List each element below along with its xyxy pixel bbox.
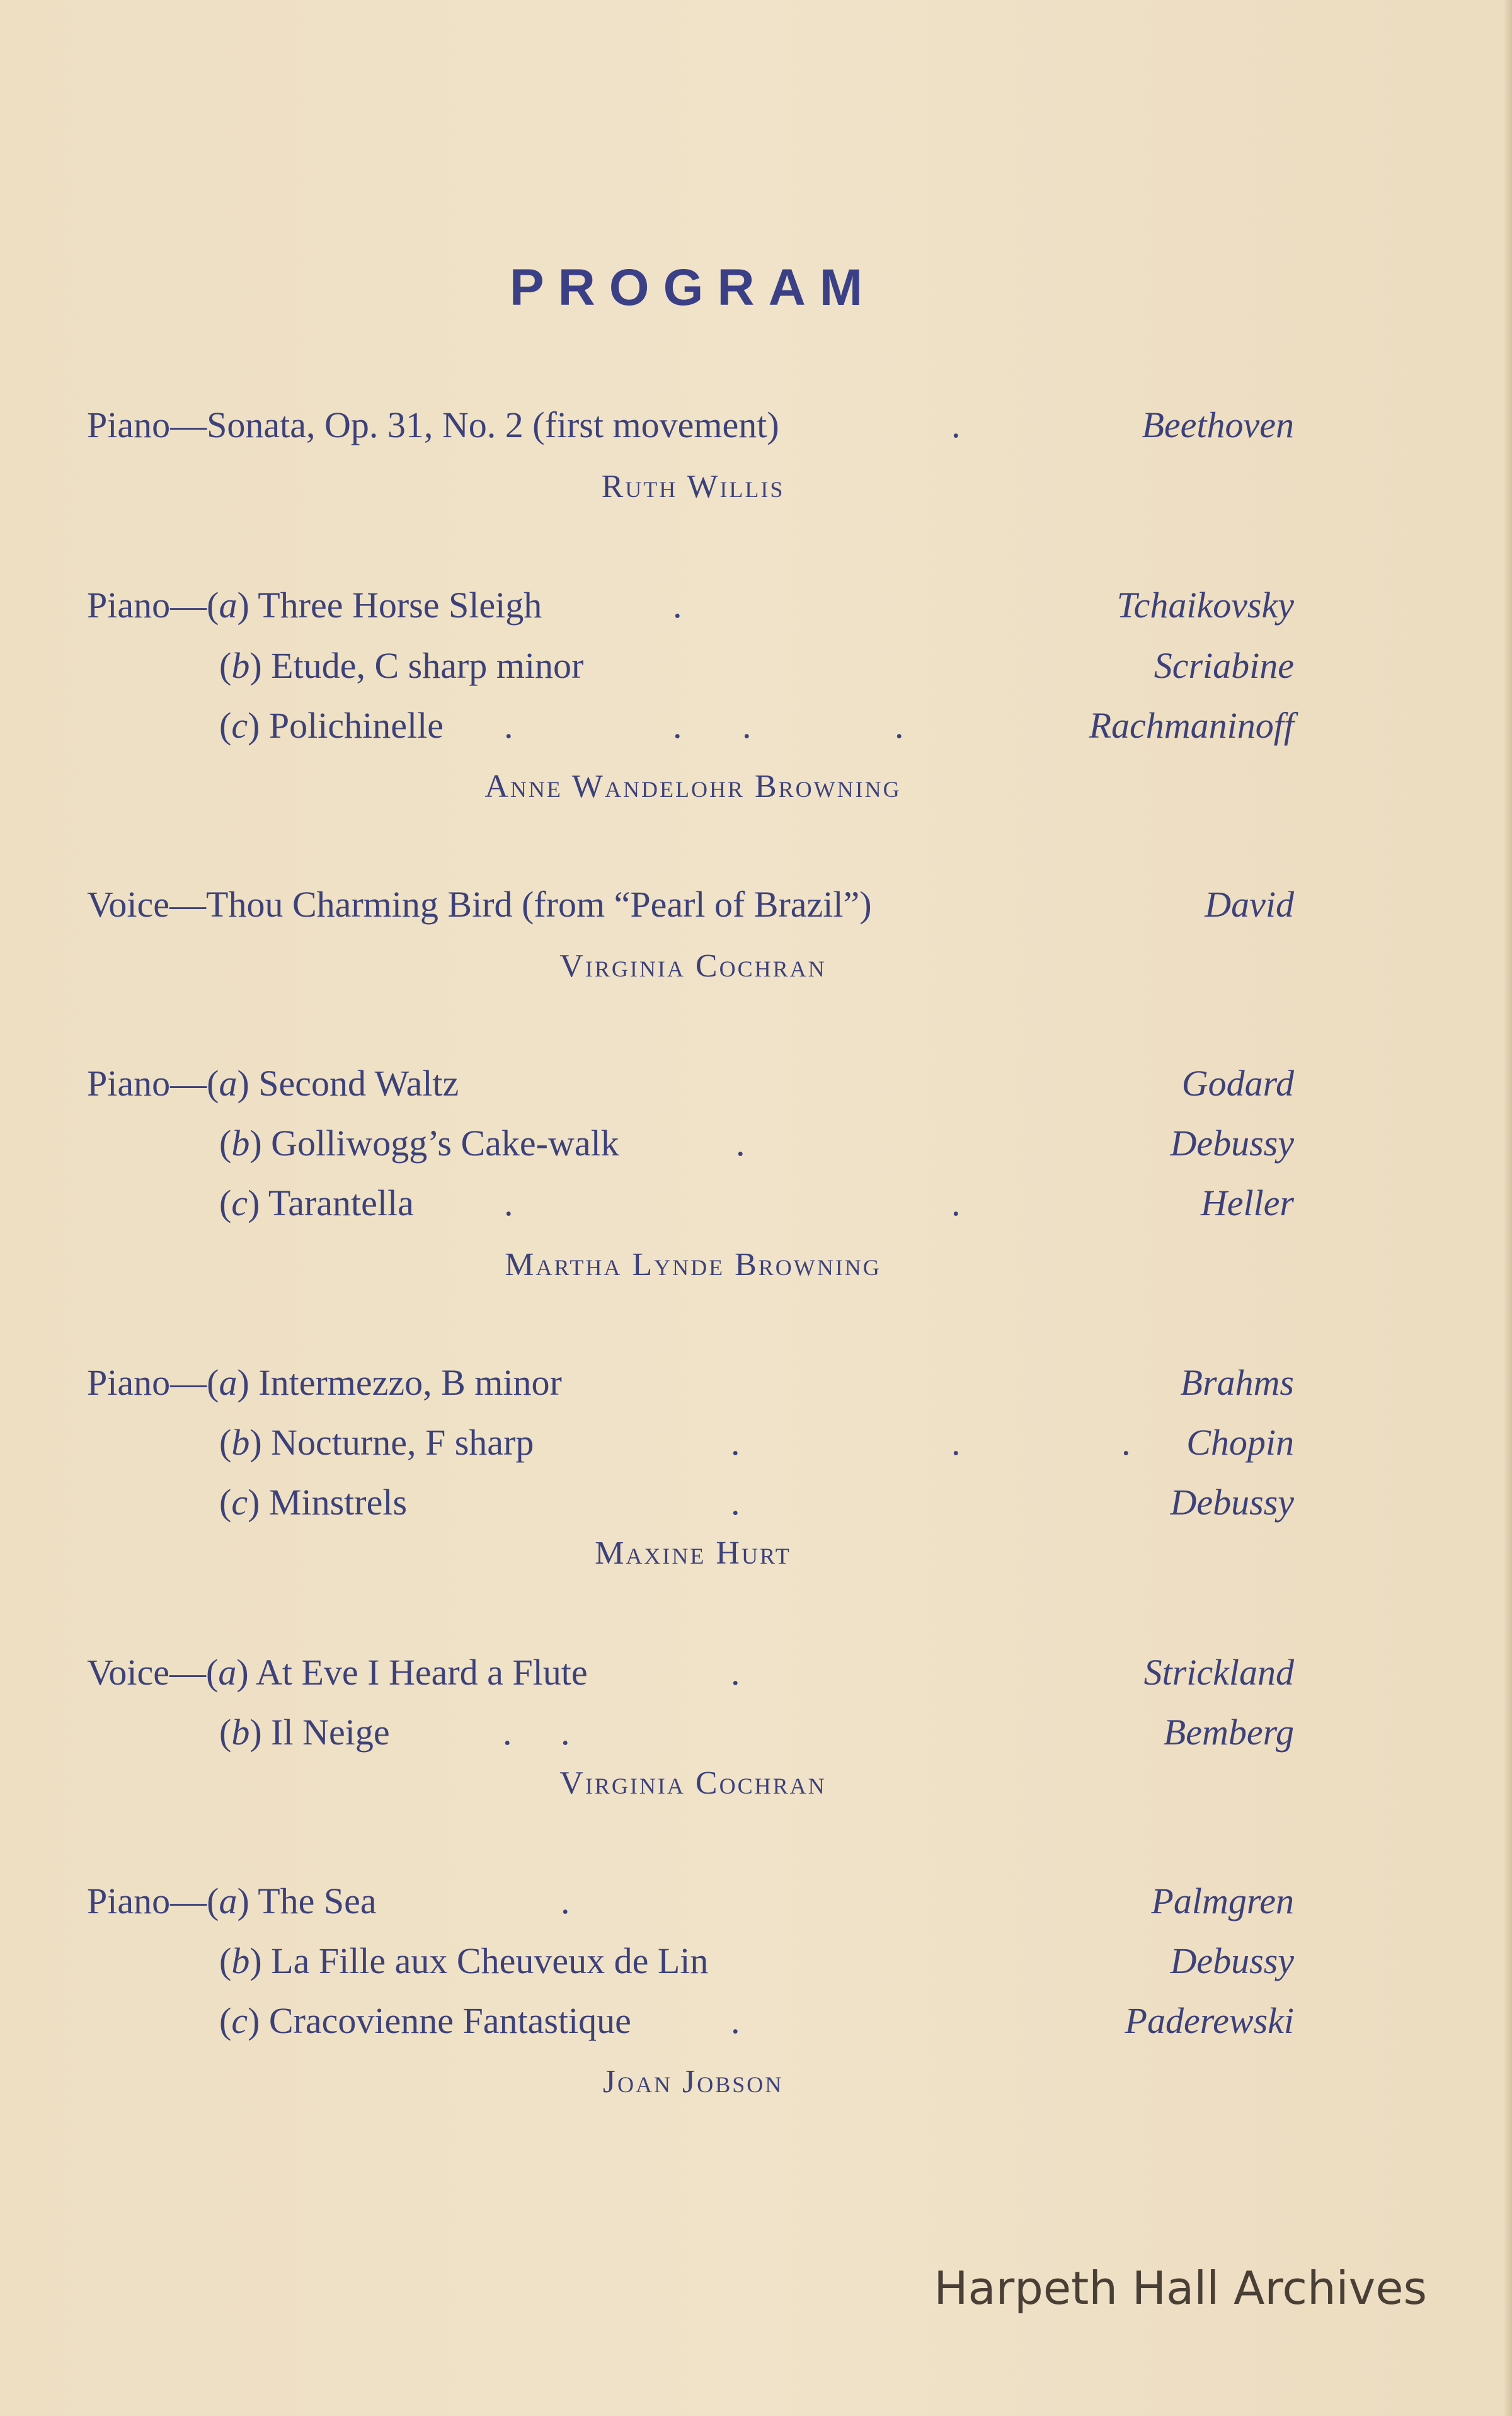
item-5-a-line: Piano—(a) Intermezzo, B minor (87, 1362, 562, 1403)
item-2-performer: Anne Wandelohr Browning (484, 769, 902, 804)
item-4-lead: Piano— (87, 1063, 207, 1104)
item-2-b-composer: Scriabine (1154, 645, 1294, 686)
item-4-performer: Martha Lynde Browning (505, 1247, 881, 1283)
marker-b: b (231, 1940, 250, 1981)
item-2-b-line: (b) Etude, C sharp minor (219, 645, 584, 686)
leader-dot: . (731, 1482, 740, 1523)
item-4-c-composer: Heller (1200, 1182, 1294, 1223)
marker-c: c (231, 1482, 248, 1523)
item-2-c-composer: Rachmaninoff (1089, 705, 1294, 746)
leader-dot: . (561, 1881, 570, 1921)
marker-a: a (219, 585, 238, 626)
item-4-a-title: Second Waltz (258, 1063, 459, 1104)
item-7-c-composer: Paderewski (1125, 2000, 1294, 2041)
program-title: PROGRAM (509, 259, 877, 316)
leader-dot: . (731, 2000, 740, 2041)
page-edge-shadow (1503, 0, 1512, 2416)
leader-dot: . (673, 585, 682, 626)
marker-b: b (231, 645, 250, 686)
item-2-c-line: (c) Polichinelle (219, 705, 444, 746)
item-7-b-composer: Debussy (1170, 1940, 1294, 1981)
leader-dot: . (504, 705, 513, 746)
item-2-a-title: Three Horse Sleigh (258, 585, 542, 626)
marker-a: a (219, 1063, 238, 1104)
leader-dot: . (731, 1422, 740, 1463)
leader-dot: . (951, 404, 961, 445)
item-3-composer: David (1205, 884, 1294, 925)
item-4-c-line: (c) Tarantella (219, 1182, 414, 1223)
leader-dot: . (673, 705, 682, 746)
leader-dot: . (504, 1182, 513, 1223)
item-7-b-title: La Fille aux Cheuveux de Lin (271, 1940, 709, 1981)
marker-c: c (231, 2000, 248, 2041)
item-6-b-composer: Bemberg (1163, 1712, 1294, 1753)
item-4-b-line: (b) Golliwogg’s Cake-walk (219, 1123, 619, 1164)
leader-dot: . (503, 1712, 512, 1753)
item-5-b-title: Nocturne, F sharp (271, 1422, 534, 1463)
item-6-a-title: At Eve I Heard a Flute (255, 1652, 588, 1693)
item-4-a-composer: Godard (1181, 1063, 1294, 1104)
item-1-composer: Beethoven (1142, 404, 1294, 445)
item-5-c-composer: Debussy (1170, 1482, 1294, 1523)
marker-b: b (231, 1422, 250, 1463)
marker-b: b (231, 1712, 250, 1753)
marker-c: c (231, 705, 248, 746)
item-6-b-line: (b) Il Neige (219, 1712, 390, 1753)
item-4-a-line: Piano—(a) Second Waltz (87, 1063, 459, 1104)
item-5-b-composer: Chopin (1186, 1422, 1294, 1463)
item-1-performer: Ruth Willis (601, 469, 785, 505)
item-6-b-title: Il Neige (271, 1712, 390, 1753)
item-5-performer: Maxine Hurt (595, 1535, 791, 1571)
item-6-performer: Virginia Cochran (559, 1765, 827, 1801)
item-4-c-title: Tarantella (268, 1182, 414, 1223)
marker-a: a (218, 1652, 237, 1693)
item-2-a-composer: Tchaikovsky (1116, 585, 1294, 626)
archives-watermark: Harpeth Hall Archives (934, 2262, 1427, 2315)
leader-dot: . (736, 1123, 745, 1164)
item-5-c-title: Minstrels (268, 1482, 408, 1523)
marker-b: b (231, 1123, 250, 1164)
leader-dot: . (561, 1712, 570, 1753)
item-6-a-composer: Strickland (1143, 1652, 1294, 1693)
leader-dot: . (742, 705, 752, 746)
item-5-c-line: (c) Minstrels (219, 1482, 408, 1523)
item-5-a-title: Intermezzo, B minor (258, 1362, 562, 1403)
item-7-c-title: Cracovienne Fantastique (268, 2000, 631, 2041)
item-4-b-composer: Debussy (1170, 1123, 1294, 1164)
marker-a: a (219, 1362, 238, 1403)
item-3-line: Voice—Thou Charming Bird (from “Pearl of Brazil”) (87, 884, 872, 925)
item-7-lead: Piano— (87, 1881, 207, 1921)
marker-a: a (219, 1881, 238, 1921)
marker-c: c (231, 1182, 248, 1223)
item-7-c-line: (c) Cracovienne Fantastique (219, 2000, 631, 2041)
item-2-c-title: Polichinelle (268, 705, 444, 746)
item-6-a-line: Voice—(a) At Eve I Heard a Flute (87, 1652, 588, 1693)
item-2-a-line: Piano—(a) Three Horse Sleigh (87, 585, 542, 626)
item-5-a-composer: Brahms (1180, 1362, 1294, 1403)
item-5-b-line: (b) Nocturne, F sharp (219, 1422, 534, 1463)
item-5-lead: Piano— (87, 1362, 207, 1403)
item-1-line: Piano—Sonata, Op. 31, No. 2 (first movement) (87, 404, 779, 445)
item-4-b-title: Golliwogg’s Cake-walk (271, 1123, 619, 1164)
leader-dot: . (951, 1182, 961, 1223)
leader-dot: . (951, 1422, 961, 1463)
leader-dot: . (731, 1652, 740, 1693)
item-7-a-line: Piano—(a) The Sea (87, 1881, 377, 1921)
leader-dot: . (895, 705, 904, 746)
item-7-a-composer: Palmgren (1151, 1881, 1294, 1921)
item-2-b-title: Etude, C sharp minor (271, 645, 584, 686)
item-7-a-title: The Sea (258, 1881, 377, 1921)
item-6-lead: Voice— (87, 1652, 207, 1693)
item-7-performer: Joan Jobson (602, 2064, 784, 2100)
item-7-b-line: (b) La Fille aux Cheuveux de Lin (219, 1940, 709, 1981)
item-2-lead: Piano— (87, 585, 207, 626)
leader-dot: . (1121, 1422, 1131, 1463)
item-3-performer: Virginia Cochran (559, 948, 827, 984)
